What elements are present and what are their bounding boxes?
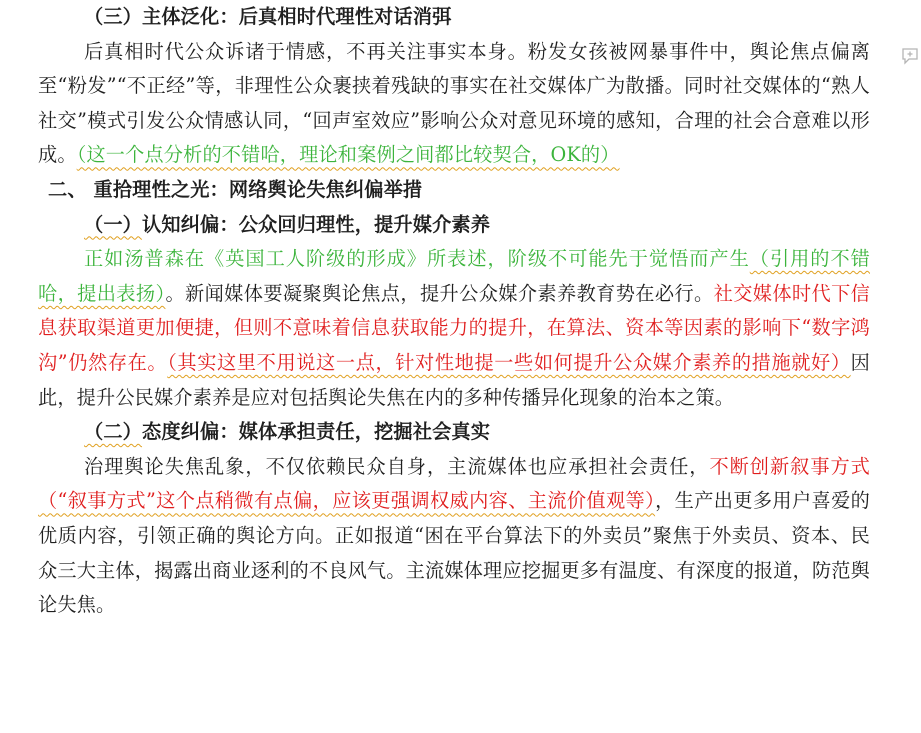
heading-prefix-annotated[interactable]: （一） [84,212,143,236]
subsection-heading-2 [38,415,870,450]
section-heading-3: （三）主体泛化：后真相时代理性对话消弭 [84,5,452,28]
flagged-text-red: 不断创新叙事方式 [709,454,871,478]
body-text: 治理舆论失焦乱象，不仅依赖民众自身，主流媒体也应承担社会责任， [84,454,710,478]
document-page [38,0,870,623]
review-comment-green[interactable]: （引用的不错哈，提出表扬） [38,247,870,305]
highlighted-quote: 正如汤普森在《英国工人阶级的形成》所表述，阶级不可能先于觉悟而产生 [84,247,750,271]
section-3-body-text: 后真相时代公众诉诸于情感，不再关注事实本身。粉发女孩被网暴事件中，舆论焦点偏离至“粉发”“不正经”等，非理性公众裹挟着残缺的事实在社交媒体广为散播。同时社交媒体的“熟人社交”模式引发公众情感认同，“回声室效应”影响公众对意见环境的感知，合理的社会合意难以形成。 [38,39,870,167]
heading-text: 态度纠偏：媒体承担责任，挖掘社会真实 [142,420,491,444]
heading-text: 认知纠偏：公众回归理性，提升媒介素养 [142,212,491,236]
section-3-paragraph [38,35,870,173]
flagged-text-red: 社交媒体时代下信息获取渠道更加便捷，但则不意味着信息获取能力的提升，在算法、资本等因素的影响下“数字鸿沟”仍然存在。 [38,281,871,374]
subsection-heading-1 [38,208,870,243]
subsection-2-paragraph [38,450,870,623]
review-comment-red[interactable]: （其实这里不用说这一点，针对性地提一些如何提升公众媒介素养的措施就好） [167,350,851,374]
part-heading-2: 二、 重拾理性之光：网络舆论失焦纠偏举措 [48,177,423,201]
review-comment-red[interactable]: （“叙事方式”这个点稍微有点偏，应该更强调权威内容、主流价值观等） [38,489,656,513]
review-comment-green[interactable]: （这一个点分析的不错哈，理论和案例之间都比较契合，OK的） [76,143,620,167]
body-text: 。新闻媒体要凝聚舆论焦点，提升公众媒介素养教育势在必行。 [165,281,714,305]
comment-add-icon[interactable] [901,47,919,65]
body-text: ，生产出更多用户喜爱的优质内容，引领正确的舆论方向。正如报道“困在平台算法下的外卖员”聚焦于外卖员、资本、民众三大主体，揭露出商业逐利的不良风气。主流媒体理应挖掘更多有温度、有深度的报道，防范舆论失焦。 [38,489,870,617]
body-text: 因此，提升公民媒介素养是应对包括舆论失焦在内的多种传播异化现象的治本之策。 [38,350,870,409]
subsection-1-paragraph [38,242,870,415]
heading-prefix-annotated[interactable]: （二） [84,420,143,444]
